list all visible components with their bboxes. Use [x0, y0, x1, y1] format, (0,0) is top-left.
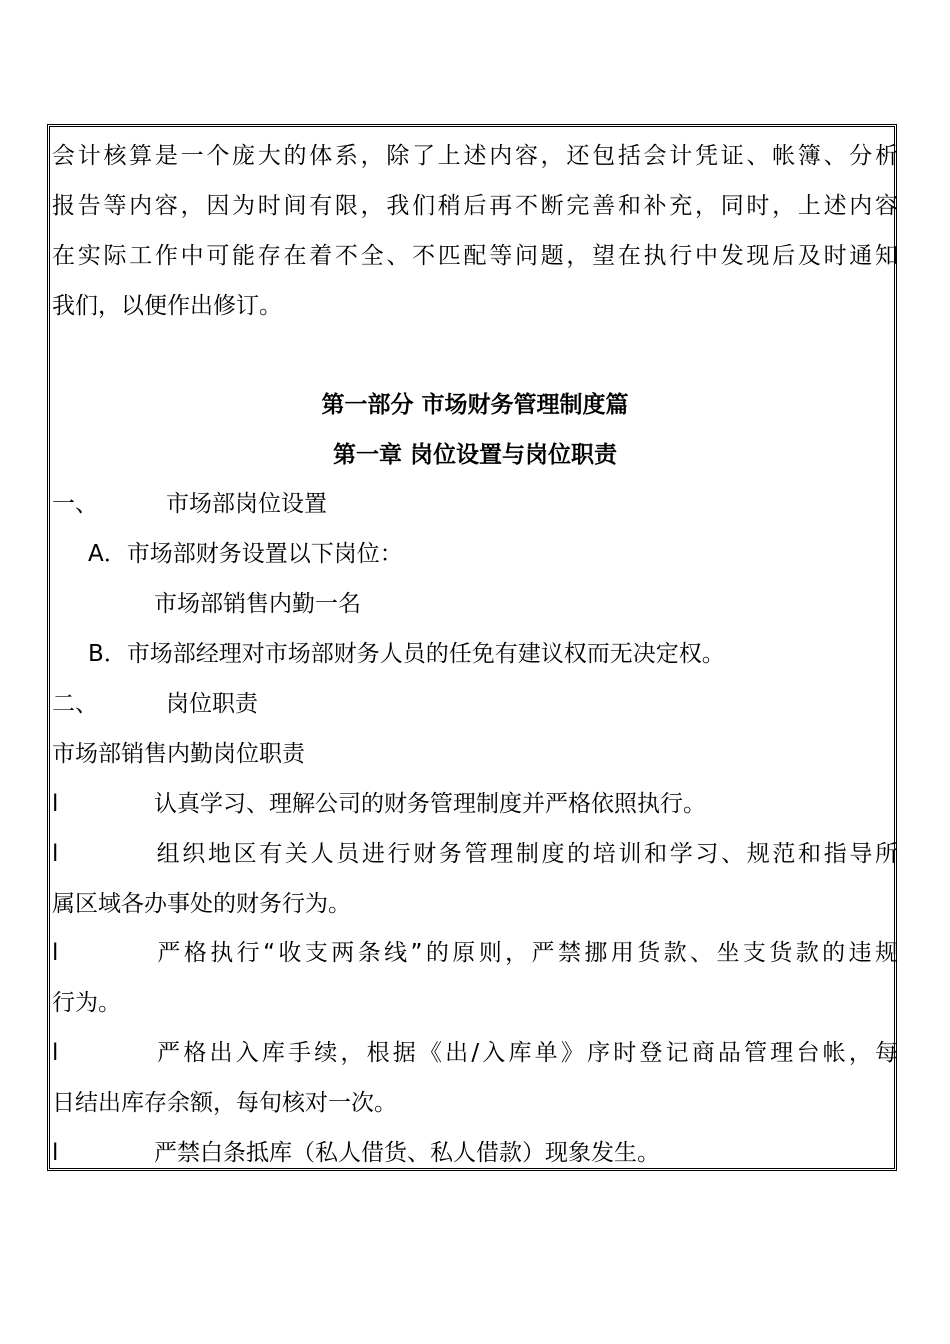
section-number: 一、 — [52, 491, 98, 517]
duty-continuation: 行为。 — [52, 990, 121, 1016]
duty-text: 严格出入库手续，根据《出/入库单》序时登记商品管理台帐，每 — [154, 1040, 898, 1066]
duty-item — [52, 1028, 898, 1078]
duty-text: 认真学习、理解公司的财务管理制度并严格依照执行。 — [154, 791, 706, 817]
duty-continuation: 日结出库存余额，每旬核对一次。 — [52, 1090, 397, 1116]
duty-text: 组织地区有关人员进行财务管理制度的培训和学习、规范和指导所 — [154, 841, 898, 867]
role-heading: 市场部销售内勤岗位职责 — [52, 741, 305, 767]
section-title: 市场部岗位设置 — [166, 491, 327, 517]
bullet-marker: l — [52, 1040, 59, 1066]
duty-text: 严格执行“收支两条线”的原则，严禁挪用货款、坐支货款的违规 — [154, 940, 898, 966]
duty-item — [52, 928, 898, 978]
section-number: 二、 — [52, 691, 98, 717]
section-title: 岗位职责 — [166, 691, 258, 717]
bullet-marker: l — [52, 841, 59, 867]
bullet-marker: l — [52, 791, 59, 817]
intro-line: 会计核算是一个庞大的体系，除了上述内容，还包括会计凭证、帐簿、分析 — [52, 143, 898, 169]
intro-line: 在实际工作中可能存在着不全、不匹配等问题，望在执行中发现后及时通知 — [52, 243, 898, 269]
bullet-marker: l — [52, 940, 59, 966]
item-a: A．市场部财务设置以下岗位： — [88, 541, 403, 567]
duty-text: 严禁白条抵库（私人借货、私人借款）现象发生。 — [154, 1140, 660, 1166]
duty-item — [52, 829, 898, 879]
section-heading — [52, 479, 898, 529]
part-title: 第一部分 市场财务管理制度篇 — [321, 392, 629, 418]
chapter-title: 第一章 岗位设置与岗位职责 — [332, 442, 617, 468]
bullet-marker: l — [52, 1140, 59, 1166]
section-heading — [52, 679, 898, 729]
duty-item — [52, 1128, 898, 1178]
duty-continuation: 属区域各办事处的财务行为。 — [52, 891, 351, 917]
intro-line: 我们，以便作出修订。 — [52, 293, 282, 319]
item-b: B．市场部经理对市场部财务人员的任免有建议权而无决定权。 — [88, 641, 725, 667]
duty-item — [52, 779, 898, 829]
intro-line: 报告等内容，因为时间有限，我们稍后再不断完善和补充，同时，上述内容 — [52, 193, 898, 219]
item-a-sub: 市场部销售内勤一名 — [154, 591, 361, 617]
